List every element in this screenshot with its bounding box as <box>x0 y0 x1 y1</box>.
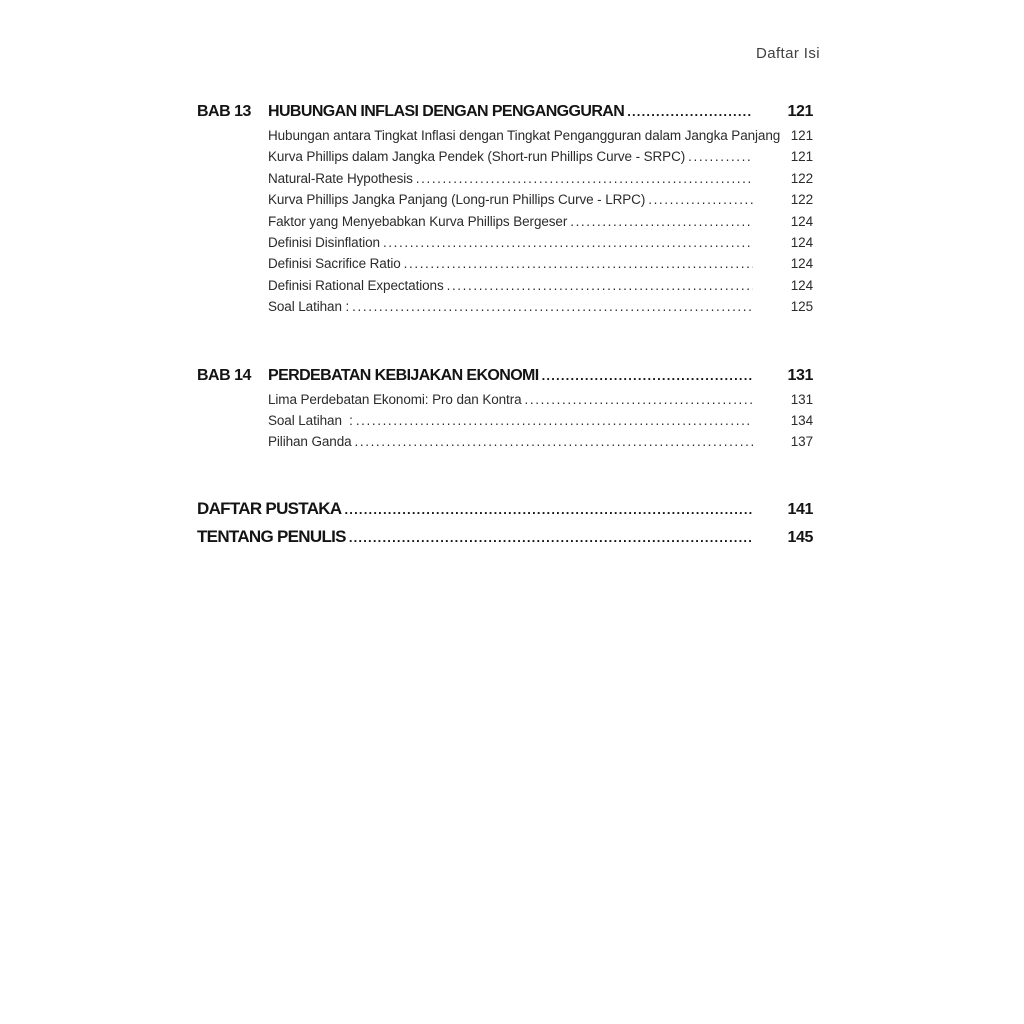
toc-item-row-page-number: 124 <box>790 235 813 251</box>
toc-item-row-page-number: 121 <box>790 149 813 165</box>
dot-leader <box>413 168 753 189</box>
toc-item-row-page-number: 124 <box>790 277 813 293</box>
toc-item-row <box>197 431 813 452</box>
toc-item-row <box>197 189 813 210</box>
toc-item-row <box>197 146 813 167</box>
toc-item-row-title: Definisi Disinflation <box>268 235 380 251</box>
toc-item-row <box>197 211 813 232</box>
chapter-row <box>197 363 813 389</box>
header-label: Daftar Isi <box>755 45 820 62</box>
chapter-section <box>197 99 813 318</box>
toc-item-row-title: Pilihan Ganda <box>268 434 352 450</box>
dot-leader <box>624 99 753 125</box>
toc-item-row-page-number: 122 <box>790 170 813 186</box>
toc-item-row-title: Kurva Phillips Jangka Panjang (Long-run Phillips Curve - LRPC) <box>268 192 646 208</box>
backmatter-row-title: TENTANG PENULIS <box>197 526 346 546</box>
toc-item-row-page-number: 137 <box>790 434 813 450</box>
toc-item-row-title: Hubungan antara Tingkat Inflasi dengan Tingkat Pengangguran dalam Jangka Panjang <box>268 128 781 143</box>
dot-leader <box>522 389 753 410</box>
dot-leader <box>567 211 753 232</box>
chapter-row <box>197 99 813 125</box>
toc-item-row <box>197 275 813 296</box>
toc-item-row-title: Faktor yang Menyebabkan Kurva Phillips Bergeser <box>268 213 568 229</box>
backmatter-row-page-number: 145 <box>787 528 813 546</box>
dot-leader <box>685 146 753 167</box>
backmatter-row-page-number: 141 <box>787 500 813 518</box>
dot-leader <box>401 253 753 274</box>
toc-item-row <box>197 389 813 410</box>
toc-item-row-title: Natural-Rate Hypothesis <box>268 170 413 186</box>
toc-item-row <box>197 125 813 146</box>
toc-item-row-page-number: 122 <box>790 192 813 208</box>
chapter-row-page-number: 121 <box>787 103 813 120</box>
dot-leader <box>444 275 753 296</box>
toc-item-row <box>197 168 813 189</box>
toc-item-row-page-number: 124 <box>790 256 813 272</box>
toc-item-row-title: Soal Latihan : <box>268 413 353 429</box>
toc-item-row-page-number: 124 <box>790 213 813 229</box>
dot-leader <box>346 524 753 551</box>
dot-leader <box>353 410 753 431</box>
page-header <box>0 45 820 62</box>
backmatter-row-title: DAFTAR PUSTAKA <box>197 498 342 518</box>
chapter-label: BAB 14 <box>197 366 251 384</box>
dot-leader <box>349 296 753 317</box>
chapter-row-page-number: 131 <box>787 366 813 384</box>
dot-leader <box>380 232 753 253</box>
chapter-section <box>197 363 813 453</box>
backmatter-section <box>197 495 813 551</box>
toc-item-row <box>197 232 813 253</box>
toc-content <box>197 99 813 551</box>
toc-item-row-title: Definisi Rational Expectations <box>268 277 444 293</box>
dot-leader <box>539 363 753 389</box>
toc-item-row <box>197 410 813 431</box>
toc-item-row-title: Soal Latihan : <box>268 299 350 315</box>
toc-item-row-page-number: 125 <box>790 299 813 315</box>
chapter-row-title: HUBUNGAN INFLASI DENGAN PENGANGGURAN <box>268 103 625 120</box>
dot-leader <box>341 496 753 523</box>
toc-item-row <box>197 253 813 274</box>
dot-leader <box>352 431 753 452</box>
toc-item-row-title: Definisi Sacrifice Ratio <box>268 256 401 272</box>
dot-leader <box>645 189 753 210</box>
toc-item-row-title: Kurva Phillips dalam Jangka Pendek (Short-run Phillips Curve - SRPC) <box>268 149 686 165</box>
backmatter-row <box>197 495 813 523</box>
toc-item-row-page-number: 121 <box>790 128 813 143</box>
backmatter-row <box>197 523 813 551</box>
toc-item-row-page-number: 131 <box>790 391 813 407</box>
toc-item-row-page-number: 134 <box>790 413 813 429</box>
chapter-label: BAB 13 <box>197 103 251 120</box>
toc-item-row <box>197 296 813 317</box>
chapter-row-title: PERDEBATAN KEBIJAKAN EKONOMI <box>268 366 539 384</box>
toc-item-row-title: Lima Perdebatan Ekonomi: Pro dan Kontra <box>268 391 522 407</box>
